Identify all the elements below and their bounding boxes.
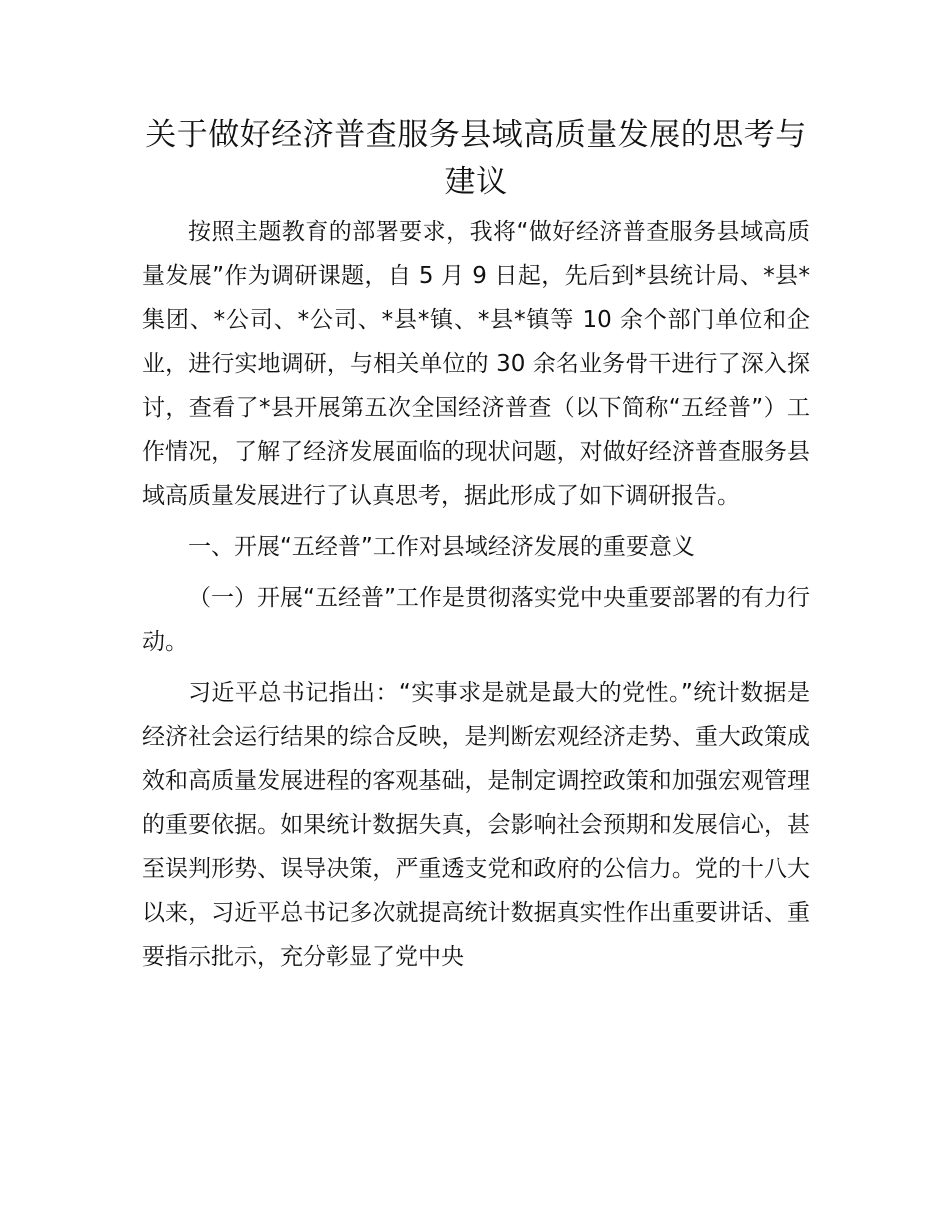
body-paragraph: 习近平总书记指出：“实事求是就是最大的党性。”统计数据是经济社会运行结果的综合反映，是判断宏观经济走势、重大政策成效和高质量发展进程的客观基础，是制定调控政策和加强宏观管理的重要依据。如果统计数据失真，会影响社会预期和发展信心，甚至误判形势、误导决策，严重透支党和政府的公信力。党的十八大以来，习近平总书记多次就提高统计数据真实性作出重要讲话、重要指示批示，充分彰显了党中央 (142, 680, 810, 970)
subsection-heading: （一）开展“五经普”工作是贯彻落实党中央重要部署的有力行动。 (142, 585, 810, 655)
intro-paragraph: 按照主题教育的部署要求，我将“做好经济普查服务县域高质量发展”作为调研课题，自 5 月 9 日起，先后到*县统计局、*县*集团、*公司、*公司、*县*镇、*县*镇等 10 余个部门单位和企业，进行实地调研，与相关单位的 30 余名业务骨干进行了深入探讨，查看了*县开展第五次全国经济普查（以下简称“五经普”）工作情况，了解了经济发展面临的现状问题，对做好经济普查服务县域高质量发展进行了认真思考，据此形成了如下调研报告。 (142, 219, 810, 509)
document-body (142, 112, 810, 979)
section-heading: 一、开展“五经普”工作对县域经济发展的重要意义 (188, 534, 695, 560)
document-title: 关于做好经济普查服务县域高质量发展的思考与建议 (145, 117, 807, 200)
